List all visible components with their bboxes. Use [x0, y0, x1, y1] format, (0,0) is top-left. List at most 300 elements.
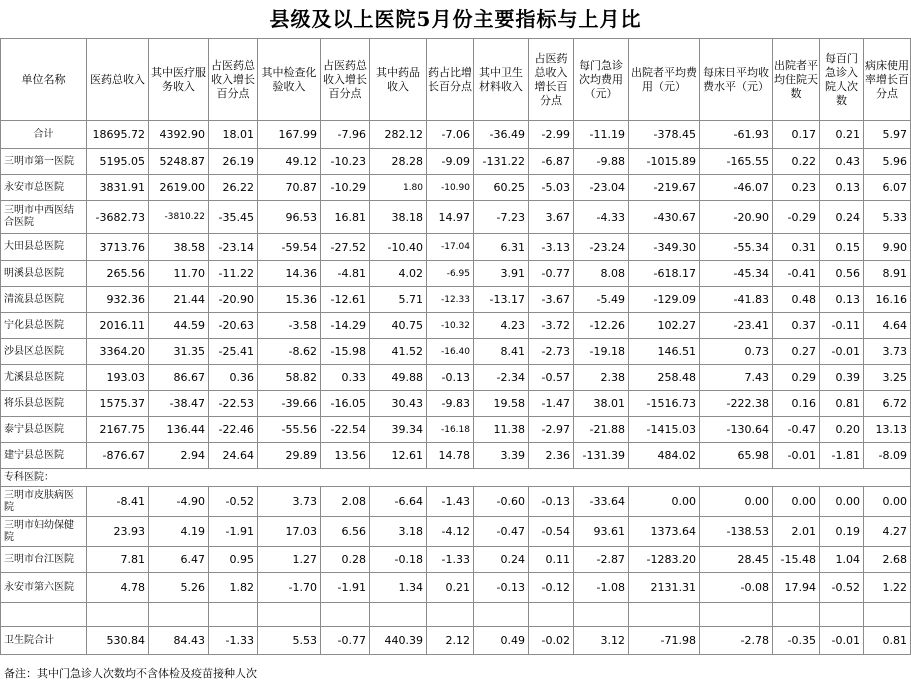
table-cell: -0.13 — [474, 573, 529, 603]
table-cell: -0.18 — [370, 547, 427, 573]
column-header: 出院者平均费用（元） — [629, 39, 700, 121]
table-cell: -3.67 — [529, 287, 574, 313]
table-cell: 0.23 — [773, 175, 820, 201]
table-cell: -12.61 — [321, 287, 370, 313]
table-cell: 2.68 — [864, 547, 911, 573]
column-header: 占医药总收入增长百分点 — [529, 39, 574, 121]
table-cell: 5.53 — [258, 627, 321, 655]
table-cell: -6.64 — [370, 487, 427, 517]
table-cell: 0.36 — [209, 365, 258, 391]
table-cell: 0.00 — [820, 487, 864, 517]
table-cell: 0.31 — [773, 234, 820, 261]
table-row — [1, 573, 911, 603]
column-header: 每门急诊次均费用（元） — [574, 39, 629, 121]
row-label: 三明市皮肤病医院 — [1, 487, 87, 517]
table-cell: 146.51 — [629, 339, 700, 365]
table-cell: -0.47 — [773, 417, 820, 443]
table-cell: -9.83 — [427, 391, 474, 417]
table-cell: 4.02 — [370, 261, 427, 287]
table-row — [1, 443, 911, 469]
row-label: 建宁县总医院 — [1, 443, 87, 469]
table-cell: -219.67 — [629, 175, 700, 201]
table-cell: 24.64 — [209, 443, 258, 469]
table-cell: -0.57 — [529, 365, 574, 391]
table-cell: 484.02 — [629, 443, 700, 469]
table-cell: -2.34 — [474, 365, 529, 391]
table-cell: 49.12 — [258, 149, 321, 175]
table-cell: 6.72 — [864, 391, 911, 417]
table-cell: -7.96 — [321, 121, 370, 149]
table-cell: 4.78 — [87, 573, 149, 603]
table-cell: -2.87 — [574, 547, 629, 573]
empty-cell — [427, 603, 474, 627]
table-cell: 102.27 — [629, 313, 700, 339]
table-cell: 0.19 — [820, 517, 864, 547]
table-cell: 0.17 — [773, 121, 820, 149]
empty-cell — [87, 603, 149, 627]
table-cell: 41.52 — [370, 339, 427, 365]
column-header: 其中卫生材料收入 — [474, 39, 529, 121]
table-cell: -2.73 — [529, 339, 574, 365]
table-cell: -2.78 — [700, 627, 773, 655]
table-cell: 3.18 — [370, 517, 427, 547]
table-cell: 28.45 — [700, 547, 773, 573]
empty-cell — [864, 603, 911, 627]
table-row — [1, 234, 911, 261]
column-header: 每百门急诊入院人次数 — [820, 39, 864, 121]
table-cell: 3.39 — [474, 443, 529, 469]
table-cell: -3.13 — [529, 234, 574, 261]
table-cell: 3.67 — [529, 201, 574, 234]
page-title: 县级及以上医院5月份主要指标与上月比 — [269, 7, 642, 31]
table-cell: 0.43 — [820, 149, 864, 175]
table-cell: 1.80 — [370, 175, 427, 201]
table-cell: -0.77 — [321, 627, 370, 655]
table-cell: -12.33 — [427, 287, 474, 313]
table-cell: 5248.87 — [149, 149, 209, 175]
table-cell: -6.87 — [529, 149, 574, 175]
table-cell: -8.62 — [258, 339, 321, 365]
table-cell: 1.34 — [370, 573, 427, 603]
table-cell: 3.12 — [574, 627, 629, 655]
table-cell: 2619.00 — [149, 175, 209, 201]
table-cell: 65.98 — [700, 443, 773, 469]
empty-cell — [574, 603, 629, 627]
table-cell: -430.67 — [629, 201, 700, 234]
table-cell: 26.19 — [209, 149, 258, 175]
table-cell: 9.90 — [864, 234, 911, 261]
table-cell: -1.33 — [427, 547, 474, 573]
empty-cell — [370, 603, 427, 627]
table-cell: -25.41 — [209, 339, 258, 365]
table-cell: -0.01 — [820, 627, 864, 655]
table-cell: -165.55 — [700, 149, 773, 175]
table-cell: -1516.73 — [629, 391, 700, 417]
table-cell: 14.78 — [427, 443, 474, 469]
table-cell: 3364.20 — [87, 339, 149, 365]
table-cell: -45.34 — [700, 261, 773, 287]
table-cell: -0.01 — [820, 339, 864, 365]
table-cell: -1.08 — [574, 573, 629, 603]
table-cell: -131.39 — [574, 443, 629, 469]
row-label: 大田县总医院 — [1, 234, 87, 261]
table-cell: -1.70 — [258, 573, 321, 603]
table-cell: 28.28 — [370, 149, 427, 175]
table-cell: -10.29 — [321, 175, 370, 201]
table-row — [1, 417, 911, 443]
table-row — [1, 261, 911, 287]
table-cell: 6.47 — [149, 547, 209, 573]
table-cell: -20.63 — [209, 313, 258, 339]
table-cell: -61.93 — [700, 121, 773, 149]
table-cell: 0.24 — [474, 547, 529, 573]
table-cell: 2167.75 — [87, 417, 149, 443]
table-cell: 5.33 — [864, 201, 911, 234]
table-cell: -349.30 — [629, 234, 700, 261]
table-row — [1, 365, 911, 391]
table-cell: -38.47 — [149, 391, 209, 417]
column-header: 出院者平均住院天数 — [773, 39, 820, 121]
table-cell: -0.12 — [529, 573, 574, 603]
table-cell: -0.77 — [529, 261, 574, 287]
table-cell: -22.46 — [209, 417, 258, 443]
table-cell: -10.23 — [321, 149, 370, 175]
column-header: 占医药总收入增长百分点 — [209, 39, 258, 121]
table-cell: 0.00 — [773, 487, 820, 517]
table-cell: -0.13 — [427, 365, 474, 391]
table-cell: -0.11 — [820, 313, 864, 339]
table-cell: 40.75 — [370, 313, 427, 339]
table-cell: 38.18 — [370, 201, 427, 234]
row-label: 三明市台江医院 — [1, 547, 87, 573]
table-cell: -1.81 — [820, 443, 864, 469]
table-cell: -17.04 — [427, 234, 474, 261]
table-cell: 0.20 — [820, 417, 864, 443]
table-cell: -16.40 — [427, 339, 474, 365]
table-cell: 3.73 — [258, 487, 321, 517]
table-cell: 0.15 — [820, 234, 864, 261]
table-cell: -0.01 — [773, 443, 820, 469]
table-cell: -5.49 — [574, 287, 629, 313]
table-cell: 58.82 — [258, 365, 321, 391]
table-cell: 11.38 — [474, 417, 529, 443]
section-label: 专科医院： — [1, 469, 911, 487]
table-cell: 0.56 — [820, 261, 864, 287]
row-label: 尤溪县总医院 — [1, 365, 87, 391]
table-cell: 440.39 — [370, 627, 427, 655]
table-cell: -5.03 — [529, 175, 574, 201]
table-row — [1, 339, 911, 365]
table-cell: -59.54 — [258, 234, 321, 261]
row-label: 沙县区总医院 — [1, 339, 87, 365]
table-cell: -8.41 — [87, 487, 149, 517]
table-cell: 0.95 — [209, 547, 258, 573]
table-cell: -0.41 — [773, 261, 820, 287]
table-cell: -21.88 — [574, 417, 629, 443]
table-cell: 2.36 — [529, 443, 574, 469]
table-cell: -23.41 — [700, 313, 773, 339]
table-cell: 5.96 — [864, 149, 911, 175]
table-cell: -0.02 — [529, 627, 574, 655]
table-cell: 8.91 — [864, 261, 911, 287]
table-cell: -1.33 — [209, 627, 258, 655]
table-cell: 0.81 — [820, 391, 864, 417]
table-cell: 2016.11 — [87, 313, 149, 339]
table-cell: -0.60 — [474, 487, 529, 517]
empty-cell — [773, 603, 820, 627]
table-cell: -11.19 — [574, 121, 629, 149]
table-cell: 136.44 — [149, 417, 209, 443]
row-label: 卫生院合计 — [1, 627, 87, 655]
table-cell: -1283.20 — [629, 547, 700, 573]
row-label: 三明市妇幼保健院 — [1, 517, 87, 547]
table-cell: 3.25 — [864, 365, 911, 391]
column-header: 病床使用率增长百分点 — [864, 39, 911, 121]
indicator-table — [0, 38, 911, 655]
table-cell: -618.17 — [629, 261, 700, 287]
table-cell: 93.61 — [574, 517, 629, 547]
footnote: 备注：其中门急诊人次数均不含体检及疫苗接种人次 — [4, 667, 257, 680]
table-cell: 2.01 — [773, 517, 820, 547]
table-cell: 3831.91 — [87, 175, 149, 201]
column-header: 其中药品收入 — [370, 39, 427, 121]
table-cell: -131.22 — [474, 149, 529, 175]
table-cell: 84.43 — [149, 627, 209, 655]
table-cell: -2.97 — [529, 417, 574, 443]
table-cell: -0.35 — [773, 627, 820, 655]
table-cell: 13.56 — [321, 443, 370, 469]
empty-cell — [629, 603, 700, 627]
table-cell: 2.08 — [321, 487, 370, 517]
table-cell: -9.88 — [574, 149, 629, 175]
table-cell: -1.43 — [427, 487, 474, 517]
empty-cell — [700, 603, 773, 627]
table-cell: 12.61 — [370, 443, 427, 469]
table-cell: -1.91 — [321, 573, 370, 603]
table-cell: 0.13 — [820, 175, 864, 201]
table-cell: -7.23 — [474, 201, 529, 234]
table-cell: -33.64 — [574, 487, 629, 517]
table-cell: -138.53 — [700, 517, 773, 547]
table-cell: 2131.31 — [629, 573, 700, 603]
table-cell: -35.45 — [209, 201, 258, 234]
table-cell: 282.12 — [370, 121, 427, 149]
column-header: 药占比增长百分点 — [427, 39, 474, 121]
table-cell: -3682.73 — [87, 201, 149, 234]
table-cell: 23.93 — [87, 517, 149, 547]
table-cell: 0.00 — [700, 487, 773, 517]
table-cell: 17.94 — [773, 573, 820, 603]
table-cell: -27.52 — [321, 234, 370, 261]
table-cell: -23.24 — [574, 234, 629, 261]
table-cell: -15.48 — [773, 547, 820, 573]
table-cell: 0.16 — [773, 391, 820, 417]
table-cell: 4.64 — [864, 313, 911, 339]
table-cell: -4.90 — [149, 487, 209, 517]
table-cell: 17.03 — [258, 517, 321, 547]
table-cell: 0.37 — [773, 313, 820, 339]
total-row — [1, 121, 911, 149]
column-header: 单位名称 — [1, 39, 87, 121]
empty-cell — [474, 603, 529, 627]
table-cell: 0.00 — [629, 487, 700, 517]
table-cell: -0.47 — [474, 517, 529, 547]
table-cell: 38.58 — [149, 234, 209, 261]
table-row — [1, 391, 911, 417]
table-cell: 19.58 — [474, 391, 529, 417]
row-label: 将乐县总医院 — [1, 391, 87, 417]
row-label: 永安市第六医院 — [1, 573, 87, 603]
table-cell: 0.11 — [529, 547, 574, 573]
table-cell: -10.40 — [370, 234, 427, 261]
table-cell: 18695.72 — [87, 121, 149, 149]
table-cell: 0.29 — [773, 365, 820, 391]
spacer-row — [1, 603, 911, 627]
table-cell: 167.99 — [258, 121, 321, 149]
table-cell: 0.39 — [820, 365, 864, 391]
column-header: 其中医疗服务收入 — [149, 39, 209, 121]
table-cell: 6.07 — [864, 175, 911, 201]
table-cell: -1015.89 — [629, 149, 700, 175]
empty-cell — [321, 603, 370, 627]
table-cell: 2.38 — [574, 365, 629, 391]
table-cell: -8.09 — [864, 443, 911, 469]
table-cell: -36.49 — [474, 121, 529, 149]
table-cell: 7.81 — [87, 547, 149, 573]
table-cell: -0.29 — [773, 201, 820, 234]
table-cell: 5.97 — [864, 121, 911, 149]
table-cell: 1.04 — [820, 547, 864, 573]
table-cell: 265.56 — [87, 261, 149, 287]
table-row — [1, 547, 911, 573]
table-cell: -1.47 — [529, 391, 574, 417]
table-cell: -41.83 — [700, 287, 773, 313]
column-header: 其中检查化验收入 — [258, 39, 321, 121]
table-cell: 3.91 — [474, 261, 529, 287]
row-label: 三明市第一医院 — [1, 149, 87, 175]
table-cell: -11.22 — [209, 261, 258, 287]
table-cell: 0.21 — [427, 573, 474, 603]
table-cell: 4.27 — [864, 517, 911, 547]
table-cell: 16.81 — [321, 201, 370, 234]
table-cell: 29.89 — [258, 443, 321, 469]
table-cell: 193.03 — [87, 365, 149, 391]
table-cell: 21.44 — [149, 287, 209, 313]
table-cell: 4.19 — [149, 517, 209, 547]
table-cell: 31.35 — [149, 339, 209, 365]
health-center-total-row — [1, 627, 911, 655]
table-cell: -3.58 — [258, 313, 321, 339]
table-cell: 0.24 — [820, 201, 864, 234]
table-cell: 6.31 — [474, 234, 529, 261]
table-row — [1, 487, 911, 517]
table-cell: 18.01 — [209, 121, 258, 149]
table-cell: -20.90 — [700, 201, 773, 234]
table-cell: 13.13 — [864, 417, 911, 443]
table-cell: -0.08 — [700, 573, 773, 603]
table-cell: 39.34 — [370, 417, 427, 443]
table-cell: -0.54 — [529, 517, 574, 547]
table-cell: -23.14 — [209, 234, 258, 261]
table-cell: -13.17 — [474, 287, 529, 313]
table-cell: 14.36 — [258, 261, 321, 287]
table-cell: 0.49 — [474, 627, 529, 655]
table-cell: -3810.22 — [149, 201, 209, 234]
table-row — [1, 517, 911, 547]
table-cell: -46.07 — [700, 175, 773, 201]
table-cell: 0.81 — [864, 627, 911, 655]
table-cell: -55.56 — [258, 417, 321, 443]
row-label: 宁化县总医院 — [1, 313, 87, 339]
row-label: 泰宁县总医院 — [1, 417, 87, 443]
table-cell: 1373.64 — [629, 517, 700, 547]
table-cell: 26.22 — [209, 175, 258, 201]
table-cell: 0.48 — [773, 287, 820, 313]
empty-cell — [258, 603, 321, 627]
table-cell: 38.01 — [574, 391, 629, 417]
table-cell: 44.59 — [149, 313, 209, 339]
table-cell: 0.21 — [820, 121, 864, 149]
table-cell: 258.48 — [629, 365, 700, 391]
table-cell: -12.26 — [574, 313, 629, 339]
table-cell: 0.73 — [700, 339, 773, 365]
table-row — [1, 313, 911, 339]
table-cell: 5195.05 — [87, 149, 149, 175]
table-cell: 14.97 — [427, 201, 474, 234]
table-cell: -9.09 — [427, 149, 474, 175]
table-cell: -1415.03 — [629, 417, 700, 443]
table-cell: 96.53 — [258, 201, 321, 234]
row-label: 永安市总医院 — [1, 175, 87, 201]
table-cell: -10.90 — [427, 175, 474, 201]
table-cell: -16.18 — [427, 417, 474, 443]
table-cell: -2.99 — [529, 121, 574, 149]
table-cell: 1575.37 — [87, 391, 149, 417]
table-cell: -71.98 — [629, 627, 700, 655]
table-cell: -876.67 — [87, 443, 149, 469]
column-header: 医药总收入 — [87, 39, 149, 121]
table-cell: -23.04 — [574, 175, 629, 201]
table-cell: -130.64 — [700, 417, 773, 443]
table-cell: -4.12 — [427, 517, 474, 547]
table-cell: 4392.90 — [149, 121, 209, 149]
table-cell: -1.91 — [209, 517, 258, 547]
table-cell: 0.13 — [820, 287, 864, 313]
table-cell: -0.52 — [820, 573, 864, 603]
table-cell: -0.52 — [209, 487, 258, 517]
table-cell: -0.13 — [529, 487, 574, 517]
table-cell: 5.26 — [149, 573, 209, 603]
table-cell: 11.70 — [149, 261, 209, 287]
table-cell: 49.88 — [370, 365, 427, 391]
table-cell: 3.73 — [864, 339, 911, 365]
column-header: 占医药总收入增长百分点 — [321, 39, 370, 121]
table-cell: 0.28 — [321, 547, 370, 573]
header-row — [1, 39, 911, 121]
empty-cell — [529, 603, 574, 627]
table-cell: -10.32 — [427, 313, 474, 339]
table-cell: 70.87 — [258, 175, 321, 201]
table-cell: 60.25 — [474, 175, 529, 201]
table-cell: 8.08 — [574, 261, 629, 287]
row-label: 明溪县总医院 — [1, 261, 87, 287]
table-cell: 3713.76 — [87, 234, 149, 261]
table-cell: 0.00 — [864, 487, 911, 517]
empty-cell — [209, 603, 258, 627]
table-cell: -222.38 — [700, 391, 773, 417]
empty-cell — [1, 603, 87, 627]
table-cell: 2.94 — [149, 443, 209, 469]
